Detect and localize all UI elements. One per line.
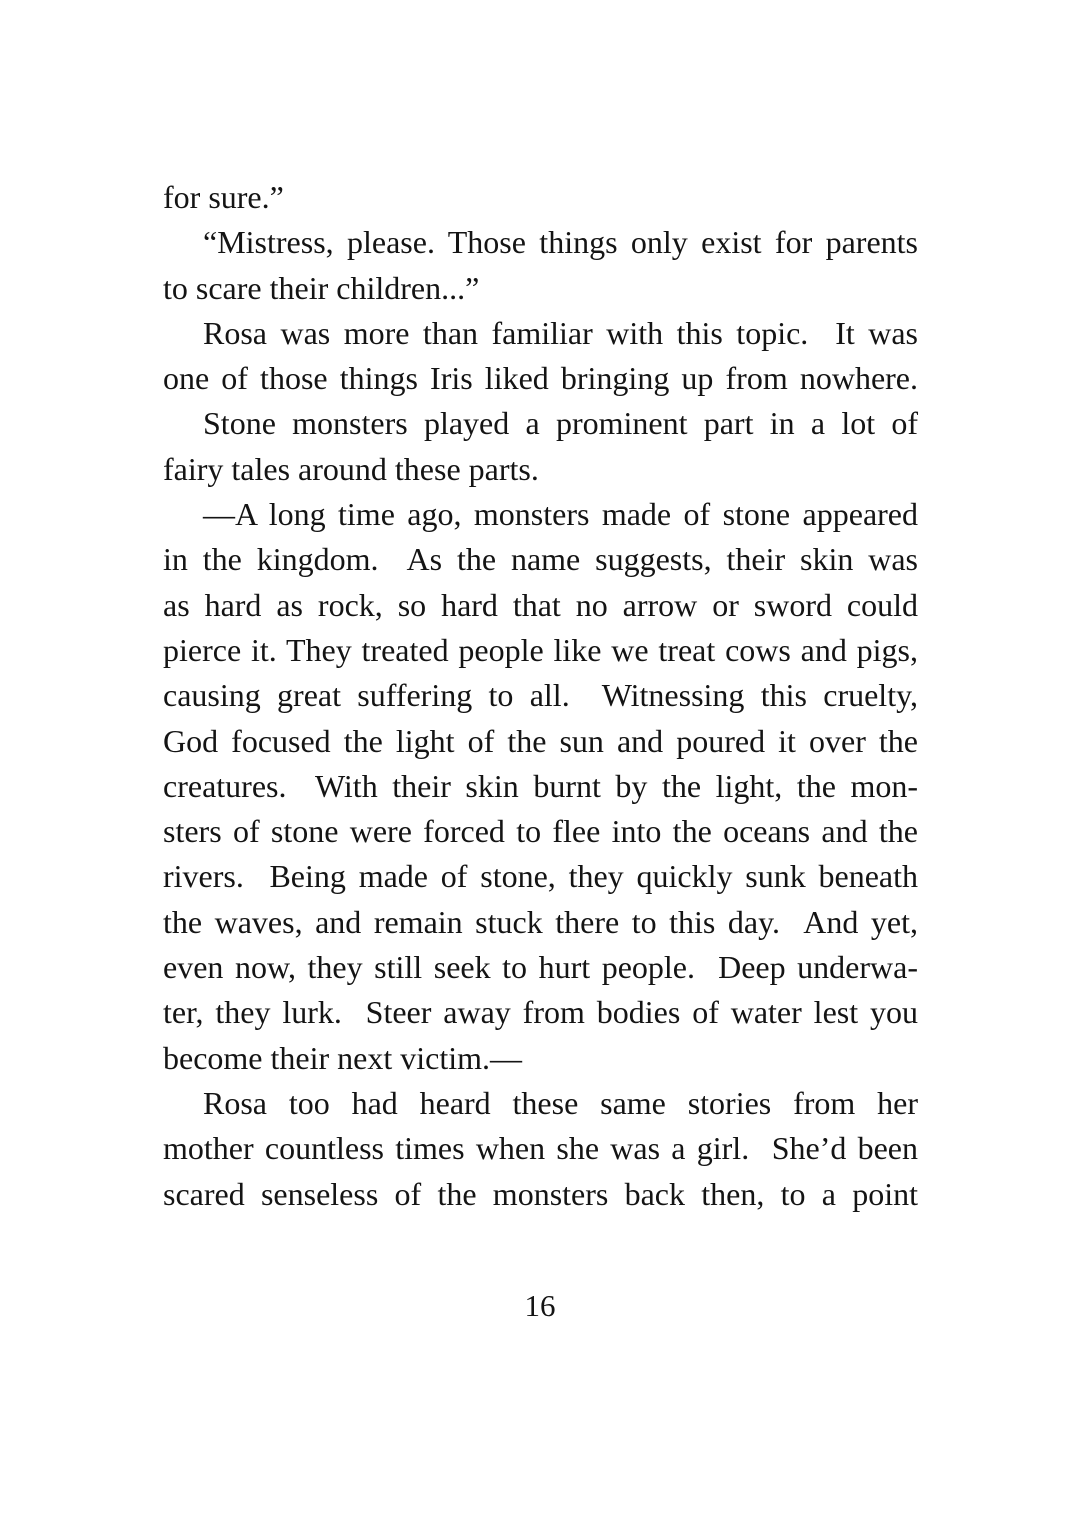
paragraph (163, 401, 918, 492)
text-line: fairy tales around these parts. (163, 450, 539, 487)
text-line: mother countless times when she was a girl. She’d been (163, 1130, 918, 1167)
text-line: to scare their children...” (163, 269, 480, 306)
text-line: as hard as rock, so hard that no arrow or sword could (163, 586, 918, 623)
paragraph (163, 220, 918, 311)
text-line: Rosa too had heard these same stories from her (203, 1084, 918, 1121)
text-line: one of those things Iris liked bringing up from nowhere. (163, 360, 918, 397)
paragraph (163, 492, 918, 1081)
text-line: even now, they still seek to hurt people. Deep underwa- (163, 949, 918, 986)
text-line: creatures. With their skin burnt by the light, the mon- (163, 767, 918, 804)
text-line: for sure.” (163, 179, 284, 215)
text-line: in the kingdom. As the name suggests, their skin was (163, 541, 918, 578)
page-number: 16 (524, 1288, 556, 1323)
paragraph (163, 175, 918, 220)
text-line: “Mistress, please. Those things only exist for parents (203, 224, 918, 261)
text-line: Rosa was more than familiar with this topic. It was (203, 314, 918, 351)
text-line: sters of stone were forced to flee into the oceans and the (163, 813, 918, 850)
text-line: the waves, and remain stuck there to this day. And yet, (163, 903, 918, 940)
text-line: become their next victim.— (163, 1039, 522, 1076)
text-line: God focused the light of the sun and poured it over the (163, 722, 918, 759)
text-line: ter, they lurk. Steer away from bodies of water lest you (163, 994, 918, 1031)
text-line: Stone monsters played a prominent part in a lot of (203, 405, 918, 442)
text-line: scared senseless of the monsters back then, to a point (163, 1175, 918, 1212)
paragraph (163, 1081, 918, 1217)
body-text (163, 175, 918, 1217)
text-line: pierce it. They treated people like we treat cows and pigs, (163, 631, 918, 668)
paragraph (163, 311, 918, 402)
text-line: —A long time ago, monsters made of stone appeared (203, 496, 918, 533)
text-line: causing great suffering to all. Witnessing this cruelty, (163, 677, 918, 714)
text-line: rivers. Being made of stone, they quickly sunk beneath (163, 858, 918, 895)
